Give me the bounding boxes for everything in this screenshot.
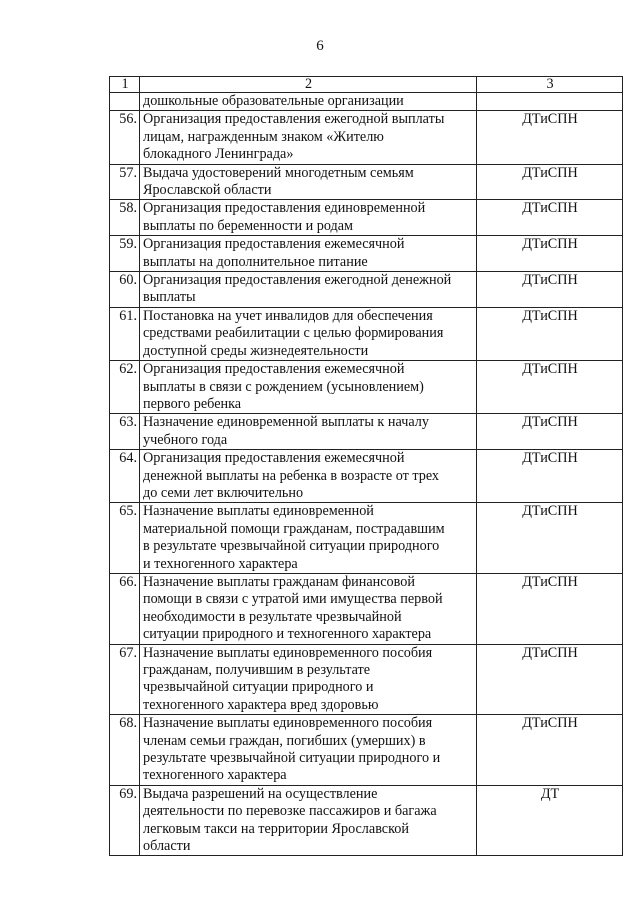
- table-row: [110, 414, 623, 450]
- service-name-line: необходимости в результате чрезвычайной: [143, 608, 402, 625]
- service-name-line: техногенного характера: [143, 767, 287, 784]
- row-number: 59.: [110, 236, 140, 272]
- service-name-line: выплаты по беременности и родам: [143, 217, 354, 234]
- responsible-department: ДТиСПН: [477, 111, 623, 164]
- table-row: [110, 573, 623, 644]
- row-number: 61.: [110, 307, 140, 360]
- table-row: [110, 503, 623, 574]
- service-name-line: легковым такси на территории Ярославской: [143, 820, 409, 837]
- page-number: 6: [316, 38, 324, 54]
- service-name: [140, 361, 477, 414]
- service-name-line: Ярославской области: [143, 182, 272, 199]
- service-name-line: денежной выплаты на ребенка в возрасте от трех: [143, 467, 440, 484]
- service-name-line: членам семьи граждан, погибших (умерших) в: [143, 732, 426, 749]
- service-name-line: чрезвычайной ситуации природного и: [143, 679, 374, 696]
- table-row: [110, 272, 623, 308]
- service-name-line: Назначение выплаты единовременного пособия: [143, 715, 433, 732]
- service-name-line: Назначение единовременной выплаты к началу: [143, 414, 429, 431]
- service-name-line: Организация предоставления ежемесячной: [143, 361, 405, 378]
- row-number: 67.: [110, 644, 140, 715]
- service-name-line: лицам, награжденным знаком «Жителю: [143, 128, 384, 145]
- service-name-line: Назначение выплаты единовременного пособия: [143, 644, 433, 661]
- responsible-department: ДТиСПН: [477, 307, 623, 360]
- service-name-line: доступной среды жизнедеятельности: [143, 342, 369, 359]
- row-number: [110, 93, 140, 111]
- service-name-line: блокадного Ленинграда»: [143, 146, 294, 163]
- service-name-line: Назначение выплаты гражданам финансовой: [143, 573, 415, 590]
- service-name: [140, 200, 477, 236]
- responsible-department: ДТиСПН: [477, 164, 623, 200]
- service-name-line: Организация предоставления ежегодной выплаты: [143, 111, 445, 128]
- row-number: 57.: [110, 164, 140, 200]
- service-name-line: помощи в связи с утратой ими имущества первой: [143, 591, 443, 608]
- service-name-line: первого ребенка: [143, 395, 242, 412]
- responsible-department: ДТиСПН: [477, 644, 623, 715]
- service-name-line: Организация предоставления ежемесячной: [143, 450, 405, 467]
- table-row: [110, 164, 623, 200]
- responsible-department: [477, 93, 623, 111]
- service-name-line: ситуации природного и техногенного характера: [143, 626, 432, 643]
- table-row: [110, 450, 623, 503]
- service-name-line: средствами реабилитации с целью формирования: [143, 325, 444, 342]
- row-number: 65.: [110, 503, 140, 574]
- service-name-line: Постановка на учет инвалидов для обеспечения: [143, 307, 433, 324]
- service-name-line: Организация предоставления единовременной: [143, 200, 426, 217]
- service-name-line: учебного года: [143, 431, 228, 448]
- service-name: [140, 414, 477, 450]
- service-name: [140, 111, 477, 164]
- service-name-line: гражданам, получившим в результате: [143, 662, 371, 678]
- column-header: 3: [477, 77, 623, 93]
- responsible-department: ДТиСПН: [477, 450, 623, 503]
- row-number: 63.: [110, 414, 140, 450]
- service-name: [140, 164, 477, 200]
- service-name-line: дошкольные образовательные организации: [143, 93, 404, 109]
- table-row: [110, 93, 623, 111]
- service-name: [140, 236, 477, 272]
- row-number: 68.: [110, 715, 140, 786]
- column-header: 2: [140, 77, 477, 93]
- table-row: [110, 111, 623, 164]
- responsible-department: ДТиСПН: [477, 200, 623, 236]
- column-header: 1: [110, 77, 140, 93]
- row-number: 56.: [110, 111, 140, 164]
- service-name: [140, 715, 477, 786]
- row-number: 64.: [110, 450, 140, 503]
- row-number: 69.: [110, 785, 140, 856]
- table-row: [110, 785, 623, 856]
- service-name-line: техногенного характера вред здоровью: [143, 696, 379, 713]
- service-name-line: Организация предоставления ежегодной денежной: [143, 272, 452, 289]
- responsible-department: ДТиСПН: [477, 361, 623, 414]
- table-row: [110, 200, 623, 236]
- service-name-line: выплаты в связи с рождением (усыновлением): [143, 378, 424, 395]
- table-row: [110, 307, 623, 360]
- responsible-department: ДТиСПН: [477, 272, 623, 308]
- row-number: 60.: [110, 272, 140, 308]
- service-name: [140, 307, 477, 360]
- service-name: [140, 785, 477, 856]
- row-number: 62.: [110, 361, 140, 414]
- responsible-department: ДТиСПН: [477, 236, 623, 272]
- table-row: [110, 644, 623, 715]
- row-number: 66.: [110, 573, 140, 644]
- service-name: [140, 573, 477, 644]
- table-row: [110, 715, 623, 786]
- row-number: 58.: [110, 200, 140, 236]
- service-name: [140, 503, 477, 574]
- table-header-row: [110, 77, 623, 93]
- service-name: [140, 644, 477, 715]
- table-row: [110, 236, 623, 272]
- service-name-line: Выдача удостоверений многодетным семьям: [143, 164, 414, 181]
- service-name-line: выплаты на дополнительное питание: [143, 253, 368, 270]
- service-name-line: в результате чрезвычайной ситуации природного: [143, 538, 440, 555]
- service-name-line: материальной помощи гражданам, пострадавшим: [143, 520, 445, 537]
- services-table: [109, 76, 623, 856]
- service-name-line: области: [143, 838, 191, 855]
- responsible-department: ДТ: [477, 785, 623, 856]
- responsible-department: ДТиСПН: [477, 573, 623, 644]
- service-name-line: до семи лет включительно: [143, 484, 304, 501]
- service-name-line: результате чрезвычайной ситуации природного и: [143, 750, 441, 767]
- service-name-line: Назначение выплаты единовременной: [143, 503, 374, 520]
- service-name-line: и техногенного характера: [143, 555, 298, 572]
- responsible-department: ДТиСПН: [477, 503, 623, 574]
- service-name: [140, 93, 477, 111]
- responsible-department: ДТиСПН: [477, 715, 623, 786]
- service-name-line: деятельности по перевозке пассажиров и багажа: [143, 803, 437, 820]
- service-name-line: Организация предоставления ежемесячной: [143, 236, 405, 253]
- service-name-line: выплаты: [143, 289, 196, 306]
- responsible-department: ДТиСПН: [477, 414, 623, 450]
- table-row: [110, 361, 623, 414]
- service-name: [140, 272, 477, 308]
- service-name-line: Выдача разрешений на осуществление: [143, 785, 378, 802]
- service-name: [140, 450, 477, 503]
